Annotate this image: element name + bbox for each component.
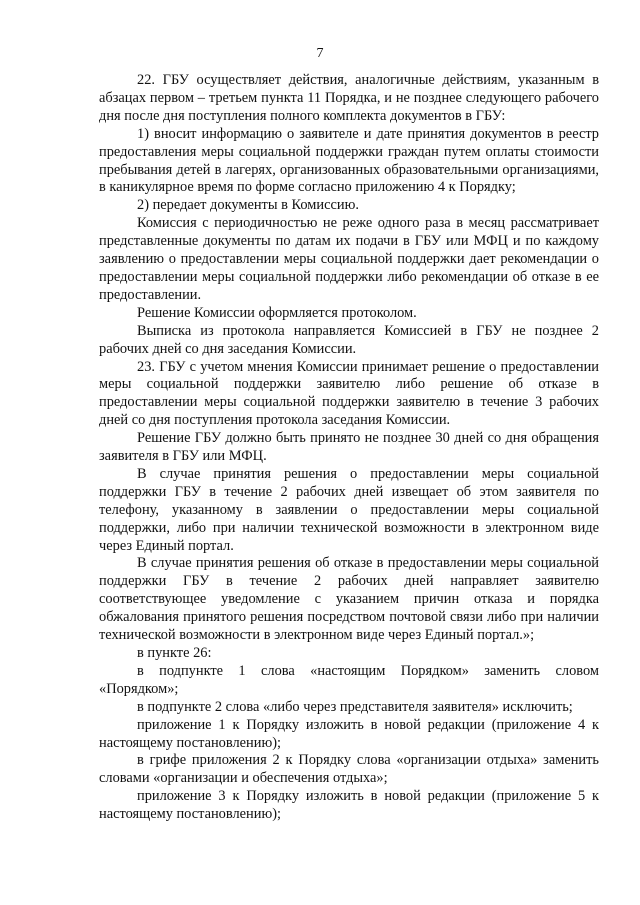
paragraph-22-item-1: 1) вносит информацию о заявителе и дате принятия документов в реестр предоставления меры социальной поддержки граждан путем оплаты стоимости пребывания детей в лагерях, организованных образовательными организациями, в каникулярное время по форме согласно приложению 4 к Порядку; [99, 125, 599, 196]
paragraph-positive-decision: В случае принятия решения о предоставлении меры социальной поддержки ГБУ в течение 2 рабочих дней извещает об этом заявителя по телефону, указанному в заявлении о предоставлении меры социальной поддержки, либо при наличии технической возможности в электронном виде через Единый портал. [99, 465, 599, 554]
paragraph-subpoint-1: в подпункте 1 слова «настоящим Порядком» заменить словом «Порядком»; [99, 662, 599, 697]
paragraph-22: 22. ГБУ осуществляет действия, аналогичные действиям, указанным в абзацах первом – третьем пункта 11 Порядка, и не позднее следующего рабочего дня после дня поступления полного комплекта документов в ГБУ: [99, 72, 599, 124]
paragraph-gbu-deadline: Решение ГБУ должно быть принято не позднее 30 дней со дня обращения заявителя в ГБУ или МФЦ. [99, 430, 599, 465]
paragraph-protocol-extract: Выписка из протокола направляется Комиссией в ГБУ не позднее 2 рабочих дней со дня заседания Комиссии. [99, 322, 599, 357]
page-number: 7 [316, 46, 324, 61]
document-body [99, 72, 599, 824]
paragraph-subpoint-2: в подпункте 2 слова «либо через представителя заявителя» исключить; [137, 698, 573, 715]
paragraph-refusal-decision: В случае принятия решения об отказе в предоставлении меры социальной поддержки ГБУ в течение 2 рабочих дней направляет заявителю соответствующее уведомление с указанием причин отказа и порядка обжалования принятого решения посредством почтовой связи либо при наличии технической возможности в электронном виде через Единый портал.»; [99, 555, 599, 644]
paragraph-point-26: в пункте 26: [137, 645, 212, 661]
paragraph-commission-review: Комиссия с периодичностью не реже одного раза в месяц рассматривает представленные документы по датам их подачи в ГБУ или МФЦ и по каждому заявлению о предоставлении меры социальной поддержки дает рекомендации о предоставлении меры социальной поддержки либо рекомендации об отказе в ее предоставлении. [99, 215, 599, 303]
paragraph-commission-decision: Решение Комиссии оформляется протоколом. [137, 304, 417, 321]
paragraph-appendix-1: приложение 1 к Порядку изложить в новой редакции (приложение 4 к настоящему постановлению); [99, 716, 599, 751]
paragraph-appendix-3: приложение 3 к Порядку изложить в новой редакции (приложение 5 к настоящему постановлению); [99, 788, 599, 823]
paragraph-appendix-2: в грифе приложения 2 к Порядку слова «организации отдыха» заменить словами «организации и обеспечения отдыха»; [99, 752, 599, 787]
paragraph-22-item-2: 2) передает документы в Комиссию. [137, 197, 359, 214]
paragraph-23: 23. ГБУ с учетом мнения Комиссии принимает решение о предоставлении меры социальной поддержки заявителю либо решение об отказе в предоставлении меры социальной поддержки заявителю в течение 3 рабочих дней со дня поступления протокола заседания Комиссии. [99, 358, 599, 429]
